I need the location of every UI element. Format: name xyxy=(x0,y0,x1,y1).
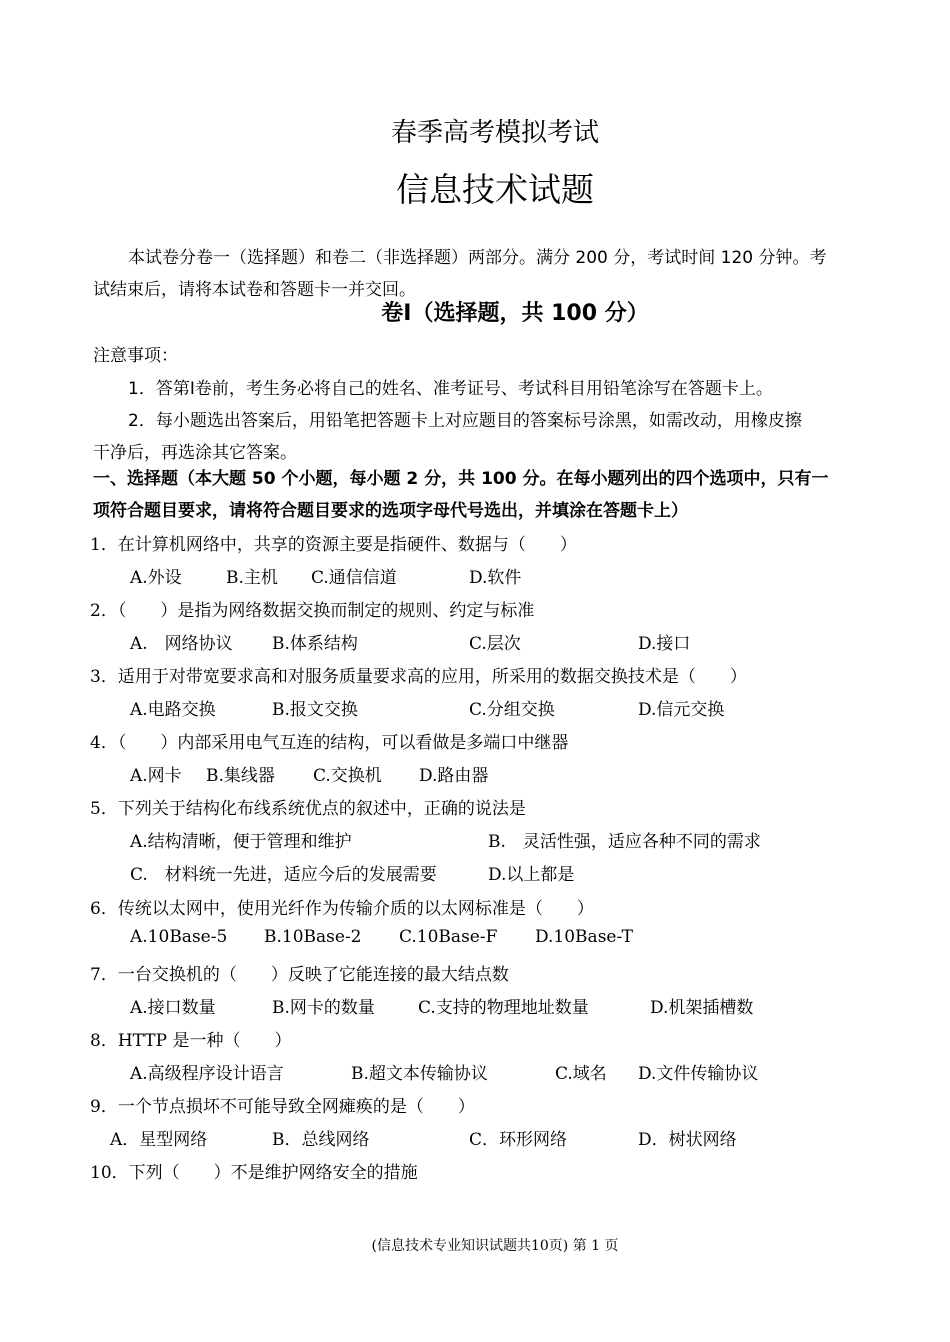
option-c: C.交换机 xyxy=(313,766,382,786)
option-b: B.超文本传输协议 xyxy=(351,1064,488,1084)
intro-line-2: 试结束后，请将本试卷和答题卡一并交回。 xyxy=(93,280,416,300)
option-b: B．总线网络 xyxy=(272,1130,370,1150)
question-stem: 2．（ ）是指为网络数据交换而制定的规则、约定与标准 xyxy=(90,601,535,621)
option-a: A.网卡 xyxy=(130,766,182,786)
option-c: C. 材料统一先进，适应今后的发展需要 xyxy=(130,865,437,885)
option-b: B.网卡的数量 xyxy=(272,998,375,1018)
question-stem: 3．适用于对带宽要求高和对服务质量要求高的应用，所采用的数据交换技术是（ ） xyxy=(90,667,747,687)
question-stem: 4．（ ）内部采用电气互连的结构，可以看做是多端口中继器 xyxy=(90,733,569,753)
volume-title: 卷Ⅰ（选择题，共 100 分） xyxy=(381,301,649,326)
option-c: C.分组交换 xyxy=(469,700,555,720)
option-c: C.层次 xyxy=(469,634,521,654)
exam-title: 春季高考模拟考试 xyxy=(390,118,599,148)
intro-line-1: 本试卷分卷一（选择题）和卷二（非选择题）两部分。满分 200 分，考试时间 120 分钟。考 xyxy=(128,248,827,268)
option-c: C.10Base-F xyxy=(399,927,498,947)
question-stem: 6．传统以太网中，使用光纤作为传输介质的以太网标准是（ ） xyxy=(90,899,594,919)
option-b: B. 灵活性强，适应各种不同的需求 xyxy=(488,832,761,852)
option-d: D.机架插槽数 xyxy=(650,998,754,1018)
page-footer: (信息技术专业知识试题共10页) 第 1 页 xyxy=(371,1238,619,1254)
option-c: C.域名 xyxy=(555,1064,607,1084)
option-d: D.文件传输协议 xyxy=(638,1064,759,1084)
question-stem: 10．下列（ ）不是维护网络安全的措施 xyxy=(90,1163,418,1183)
option-b: B.10Base-2 xyxy=(264,927,362,947)
option-b: B.主机 xyxy=(226,568,278,588)
question-stem: 8．HTTP 是一种（ ） xyxy=(90,1031,292,1051)
option-d: D．树状网络 xyxy=(638,1130,737,1150)
notes-heading: 注意事项： xyxy=(93,346,178,366)
option-d: D.信元交换 xyxy=(638,700,725,720)
option-a: A.电路交换 xyxy=(130,700,216,720)
option-a: A.高级程序设计语言 xyxy=(130,1064,284,1084)
option-a: A.外设 xyxy=(130,568,182,588)
notes-item-2-line-2: 干净后，再选涂其它答案。 xyxy=(93,443,297,463)
option-c: C.支持的物理地址数量 xyxy=(418,998,589,1018)
question-stem: 7．一台交换机的（ ）反映了它能连接的最大结点数 xyxy=(90,965,509,985)
option-d: D.软件 xyxy=(469,568,522,588)
option-b: B.报文交换 xyxy=(272,700,358,720)
exam-subject: 信息技术试题 xyxy=(396,170,594,209)
option-a: A．星型网络 xyxy=(110,1130,208,1150)
option-a: A.10Base-5 xyxy=(130,927,228,947)
option-b: B.体系结构 xyxy=(272,634,358,654)
question-stem: 1．在计算机网络中，共享的资源主要是指硬件、数据与（ ） xyxy=(90,535,577,555)
section-heading-line-1: 一、选择题（本大题 50 个小题，每小题 2 分，共 100 分。在每小题列出的四个选项中，只有一 xyxy=(93,469,829,489)
option-d: D.10Base-T xyxy=(535,927,633,947)
question-stem: 5．下列关于结构化布线系统优点的叙述中，正确的说法是 xyxy=(90,799,526,819)
option-d: D.路由器 xyxy=(419,766,489,786)
notes-item-2-line-1: 2．每小题选出答案后，用铅笔把答题卡上对应题目的答案标号涂黑，如需改动，用橡皮擦 xyxy=(128,411,802,431)
section-heading-line-2: 项符合题目要求，请将符合题目要求的选项字母代号选出，并填涂在答题卡上） xyxy=(93,501,688,521)
option-c: C．环形网络 xyxy=(469,1130,568,1150)
option-a: A.结构清晰，便于管理和维护 xyxy=(130,832,352,852)
question-stem: 9．一个节点损坏不可能导致全网瘫痪的是（ ） xyxy=(90,1097,475,1117)
option-b: B.集线器 xyxy=(206,766,275,786)
option-a: A.接口数量 xyxy=(130,998,216,1018)
option-d: D.接口 xyxy=(638,634,691,654)
option-a: A. 网络协议 xyxy=(130,634,233,654)
notes-item-1: 1．答第Ⅰ卷前，考生务必将自己的姓名、准考证号、考试科目用铅笔涂写在答题卡上。 xyxy=(128,379,773,399)
option-c: C.通信信道 xyxy=(311,568,397,588)
option-d: D.以上都是 xyxy=(488,865,575,885)
